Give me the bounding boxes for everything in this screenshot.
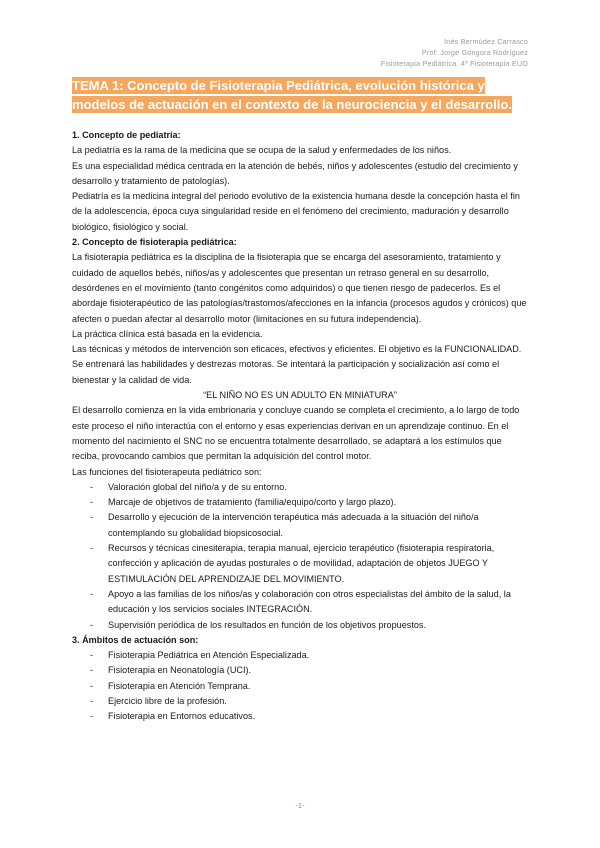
list-item — [72, 495, 528, 510]
section2-paragraph: La fisioterapia pediátrica es la disciplina de la fisioterapia que se encarga del asesoramiento, tratamiento y cuidado de aquellos bebés, niños/as y adolescentes que presentan un retraso general en su desarrollo, desórdenes en el movimiento (tanto congénitos como adquiridos) o que tienen riesgo de padecerlos. Es el abordaje fisioterapéutico de las patologías/trastornos/afecciones en la infancia (procesos agudos y crónicos) que afecten o puedan afectar al desarrollo motor (limitaciones en su futura independencia). — [72, 252, 527, 324]
dash-bullet: - — [90, 680, 94, 691]
section1-paragraph: La pediatría es la rama de la medicina que se ocupa de la salud y enfermedades de los niños. — [72, 145, 452, 156]
list-item — [72, 663, 528, 678]
list-item-text: Supervisión periódica de los resultados en función de los objetivos propuestos. — [108, 619, 426, 630]
page-header — [381, 36, 528, 70]
list-item — [72, 541, 528, 587]
functions-intro: Las funciones del fisioterapeuta pediátrico son: — [72, 466, 262, 477]
dash-bullet: - — [90, 497, 94, 508]
dash-bullet: - — [90, 695, 94, 706]
header-author: Inés Bermúdez Carrasco — [444, 37, 528, 46]
section2-paragraph: La práctica clínica está basada en la evidencia. — [72, 328, 263, 339]
list-item-text: Fisioterapia Pediátrica en Atención Especializada. — [108, 650, 310, 661]
title-text: TEMA 1: Concepto de Fisioterapia Pediátrica, evolución histórica y modelos de actuación en el contexto de la neurociencia y el desarrollo. — [72, 78, 512, 112]
dash-bullet: - — [90, 665, 94, 676]
section2-quote: “EL NIÑO NO ES UN ADULTO EN MINIATURA” — [203, 390, 397, 401]
section2-paragraph: El desarrollo comienza en la vida embrionaria y concluye cuando se completa el crecimiento, a lo largo de todo este proceso el niño interactúa con el entorno y esas experiencias derivan en un aprendizaje continuo. En el momento del nacimiento el SNC no se encuentra totalmente desarrollado, se adaptará a los estímulos que reciba, provocando cambios que permitan la adquisición del control motor. — [72, 405, 520, 462]
section3-heading: 3. Ámbitos de actuación son: — [72, 634, 199, 645]
list-item-text: Fisioterapia en Atención Temprana. — [108, 680, 251, 691]
header-course: Fisioterapia Pediátrica. 4º Fisioterapia EUO — [380, 59, 528, 69]
list-item — [72, 648, 528, 663]
scopes-list — [72, 648, 528, 724]
dash-bullet: - — [90, 512, 94, 523]
section2-paragraph: Las técnicas y métodos de intervención son eficaces, efectivos y eficientes. El objetivo es la FUNCIONALIDAD. Se entrenará las habilidades y destrezas motoras. Se intentará la participación y socialización así como el bienestar y la calidad de vida. — [72, 344, 522, 385]
list-item-text: Apoyo a las familias de los niños/as y colaboración con otros especialistas del ámbito de la salud, la educación y los servicios sociales INTEGRACIÓN. — [108, 588, 511, 615]
document-title — [72, 76, 528, 114]
document-body — [72, 128, 528, 725]
dash-bullet: - — [90, 650, 94, 661]
list-item — [72, 510, 528, 541]
header-professor: Prof: Jorge Góngora Rodríguez — [421, 48, 528, 58]
section2-heading: 2. Concepto de fisioterapia pediátrica: — [72, 237, 237, 248]
dash-bullet: - — [90, 588, 94, 599]
dash-bullet: - — [90, 711, 94, 722]
list-item-text: Valoración global del niño/a y de su entorno. — [108, 481, 287, 492]
dash-bullet: - — [90, 619, 94, 630]
list-item-text: Marcaje de objetivos de tratamiento (familia/equipo/corto y largo plazo). — [108, 497, 397, 508]
section1-paragraph: Es una especialidad médica centrada en la atención de bebés, niños y adolescentes (estudio del crecimiento y desarrollo y tratamiento de patologías). — [72, 160, 518, 186]
list-item-text: Desarrollo y ejecución de la intervención terapéutica más adecuada a la situación del niño/a contemplando su globalidad biopsicosocial. — [108, 512, 479, 538]
functions-list — [72, 480, 528, 633]
page-number: -1- — [295, 801, 305, 810]
list-item — [72, 587, 528, 618]
list-item — [72, 709, 528, 724]
list-item — [72, 618, 528, 633]
dash-bullet: - — [90, 543, 94, 554]
section1-paragraph: Pediatría es la medicina integral del periodo evolutivo de la existencia humana desde la concepción hasta el fin de la adolescencia, época cuya singularidad reside en el fenómeno del crecimiento, maduración y desarrollo biológico, fisiológico y social. — [72, 191, 520, 232]
section1-heading: 1. Concepto de pediatría: — [72, 130, 181, 140]
list-item-text: Fisioterapia en Neonatología (UCI). — [108, 665, 252, 676]
list-item — [72, 480, 528, 495]
list-item-text: Ejercicio libre de la profesión. — [108, 695, 227, 706]
list-item — [72, 694, 528, 709]
dash-bullet: - — [90, 481, 94, 492]
list-item — [72, 679, 528, 694]
list-item-text: Recursos y técnicas cinesiterapia, terapia manual, ejercicio terapéutico (fisioterapia respiratoria, confección y aplicación de ayudas posturales o de movilidad, adaptación de objetos JUEGO Y ESTIMULACIÓN DEL APRENDIZAJE DEL MOVIMIENTO. — [108, 543, 495, 584]
list-item-text: Fisioterapia en Entornos educativos. — [108, 711, 256, 722]
